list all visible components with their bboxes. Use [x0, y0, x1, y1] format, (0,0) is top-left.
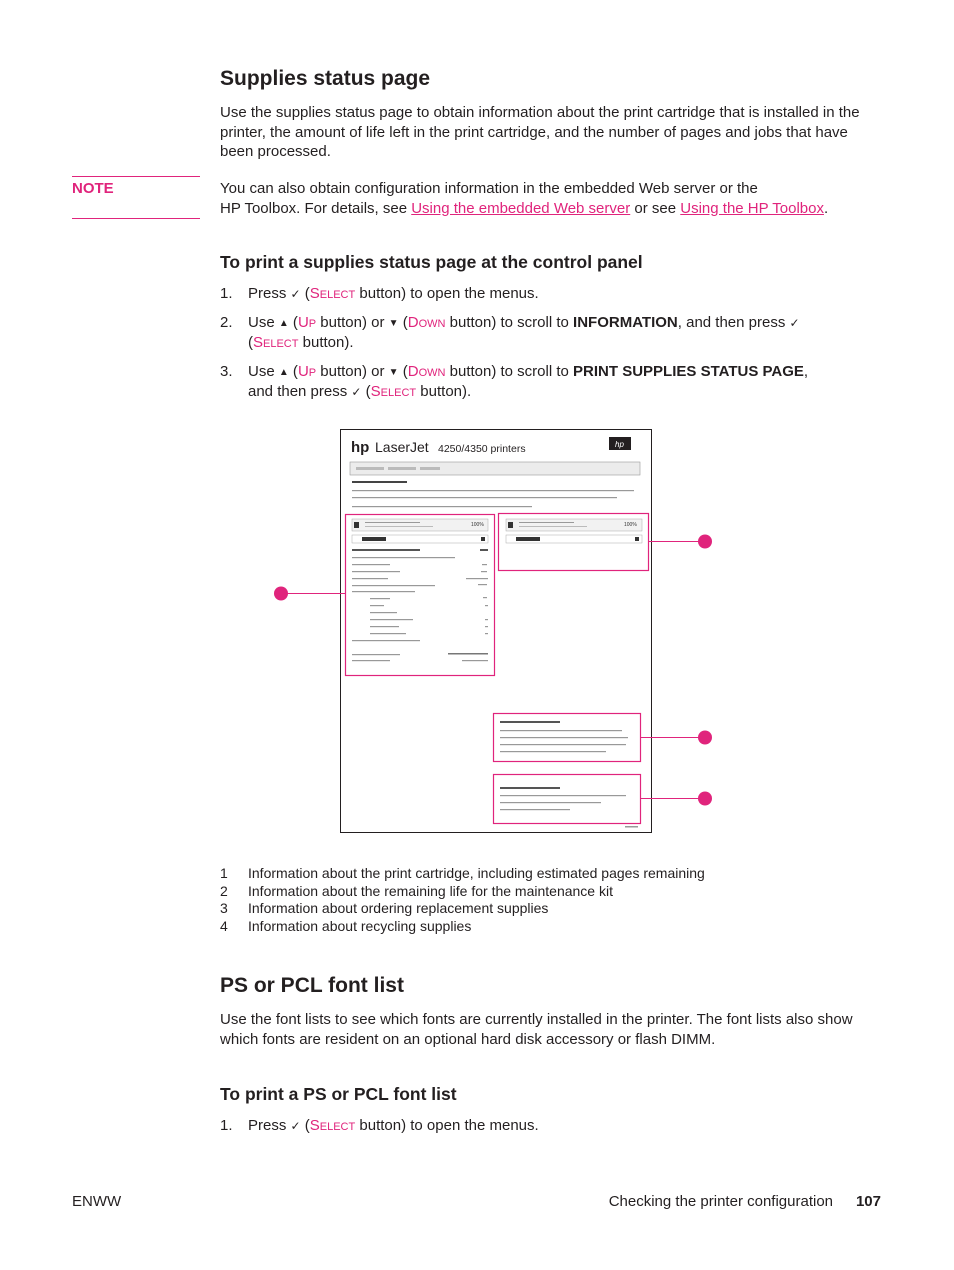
hp-brand: hp — [351, 439, 370, 456]
select-button-label: Select — [309, 1117, 356, 1134]
text-line — [500, 802, 601, 803]
callout-marker-4 — [698, 792, 712, 806]
text-line — [485, 605, 488, 606]
step-word: button) to scroll to — [449, 363, 569, 380]
link-embedded-web-server[interactable]: Using the embedded Web server — [411, 199, 631, 217]
text-line — [370, 633, 406, 634]
hp-logo-text: hp — [615, 440, 624, 449]
step-word: button). — [420, 382, 472, 400]
text-line — [485, 626, 488, 627]
checkmark-icon: ✓ — [789, 316, 800, 330]
text-line — [352, 490, 634, 491]
sample-page-frame — [341, 430, 652, 833]
menu-target: PRINT SUPPLIES STATUS PAGE — [573, 363, 804, 380]
legend-text: Information about ordering replacement supplies — [248, 900, 549, 916]
text-line — [481, 571, 487, 572]
text-line — [500, 751, 606, 752]
text-line — [370, 619, 413, 620]
step-number: 1. — [220, 285, 233, 302]
up-arrow-icon: ▲ — [278, 318, 289, 329]
text-line — [462, 660, 488, 661]
callout-marker-3 — [698, 731, 712, 745]
menu-target: INFORMATION — [573, 314, 678, 331]
text-line — [365, 526, 433, 527]
step-number: 2. — [220, 314, 233, 331]
legend-number: 4 — [220, 918, 228, 934]
text-line — [466, 578, 488, 579]
text-line — [500, 737, 628, 738]
footer-left: ENWW — [72, 1193, 122, 1210]
text-line — [480, 549, 488, 551]
text-line — [448, 653, 488, 655]
step-word: and then press — [248, 382, 348, 400]
font-list-intro: Use the font lists to see which fonts are currently installed in the printer. The font lists also show which fonts are resident on an optional hard disk accessory or flash DIMM. — [220, 1011, 853, 1048]
text-line — [482, 564, 487, 565]
text-line — [500, 787, 560, 789]
text-line — [352, 660, 390, 661]
select-button-label: Select — [370, 382, 417, 400]
note-text-segment: HP Toolbox. For details, see — [220, 199, 412, 217]
printer-model: 4250/4350 printers — [438, 443, 526, 455]
step-text: Press ✓ (Select button) to open the menus. — [248, 1116, 539, 1137]
text-line — [483, 597, 487, 598]
cartridge-marker — [354, 522, 359, 528]
down-button-label: Down — [407, 314, 446, 331]
text-line — [352, 585, 435, 586]
text-line — [365, 522, 420, 523]
step-word: button). — [302, 333, 354, 351]
step-word: , — [803, 363, 809, 380]
text-line — [352, 481, 407, 483]
kit-gauge-fill — [516, 537, 540, 541]
legend-number: 2 — [220, 883, 228, 899]
checkmark-icon: ✓ — [351, 384, 362, 399]
step-word: Press — [248, 285, 287, 302]
page-title: Supplies status page — [220, 67, 431, 90]
text-line — [500, 809, 570, 810]
up-button-label: Up — [297, 363, 317, 380]
text-line — [352, 557, 455, 558]
text-line — [352, 571, 400, 572]
legend-number: 3 — [220, 900, 228, 916]
step-word: , and then press — [677, 314, 786, 331]
header-tab — [356, 467, 384, 470]
subheading-print-font-list: To print a PS or PCL font list — [220, 1084, 457, 1104]
step-word: Use — [248, 363, 275, 380]
text-line — [370, 612, 397, 613]
note-text-segment: or see — [630, 199, 681, 217]
legend-text: Information about the print cartridge, including estimated pages remaining — [248, 865, 705, 881]
cartridge-header — [352, 519, 488, 531]
text-line — [352, 506, 532, 507]
text-line — [352, 549, 420, 551]
up-button-label: Up — [297, 314, 317, 331]
link-hp-toolbox[interactable]: Using the HP Toolbox — [680, 199, 824, 217]
text-line — [478, 584, 487, 585]
text-line — [352, 564, 390, 565]
step-word: button) or — [320, 363, 385, 380]
cartridge-percent: 100% — [471, 522, 484, 528]
section-title-font-list: PS or PCL font list — [220, 974, 404, 997]
text-line — [370, 598, 390, 599]
note-line-1: You can also obtain configuration information in the embedded Web server or the — [220, 180, 758, 197]
text-line — [352, 654, 400, 655]
down-arrow-icon: ▼ — [388, 318, 399, 329]
step-word: button) to scroll to — [449, 314, 569, 331]
text-line — [352, 591, 415, 592]
step-word: button) to open the menus. — [359, 285, 539, 302]
down-arrow-icon: ▼ — [388, 367, 399, 378]
step-text: Press ✓ (Select button) to open the menus. — [248, 284, 539, 305]
header-tab — [420, 467, 440, 470]
callout-marker-2 — [698, 535, 712, 549]
legend-text: Information about the remaining life for the maintenance kit — [248, 883, 613, 899]
text-line — [485, 619, 488, 620]
down-button-label: Down — [407, 363, 446, 380]
text-line — [519, 522, 574, 523]
page-number: 107 — [855, 1193, 881, 1210]
legend-number: 1 — [220, 865, 228, 881]
kit-percent: 100% — [624, 522, 637, 528]
step-text-continued: (Select button). — [248, 333, 354, 351]
step-word: button) to open the menus. — [359, 1117, 539, 1134]
callout-marker-1 — [274, 587, 288, 601]
note-text-segment: . — [823, 199, 829, 217]
step-word: Use — [248, 314, 275, 331]
text-line — [500, 730, 622, 731]
kit-marker — [508, 522, 513, 528]
up-arrow-icon: ▲ — [278, 367, 289, 378]
step-word: button) or — [320, 314, 385, 331]
text-line — [485, 633, 488, 634]
text-line — [500, 795, 626, 796]
text-line — [352, 640, 420, 641]
cartridge-gauge-fill — [362, 537, 386, 541]
checkmark-icon: ✓ — [290, 1119, 301, 1133]
step-word: Press — [248, 1117, 287, 1134]
select-button-label: Select — [309, 285, 356, 302]
text-line — [352, 578, 388, 579]
step-number: 3. — [220, 363, 233, 380]
text-line — [519, 526, 587, 527]
header-tab — [388, 467, 416, 470]
text-line — [370, 605, 384, 606]
select-button-label: Select — [253, 333, 299, 351]
step-text: Use ▲ (Up button) or ▼ (Down button) to scroll to PRINT SUPPLIES STATUS PAGE, — [248, 362, 808, 383]
checkmark-icon: ✓ — [290, 287, 301, 301]
footer-section-title: Checking the printer configuration — [608, 1193, 833, 1210]
kit-marker — [635, 537, 639, 541]
legend-text: Information about recycling supplies — [248, 918, 472, 934]
text-line — [500, 721, 560, 723]
subheading-print-supplies: To print a supplies status page at the control panel — [220, 252, 643, 272]
step-text: Use ▲ (Up button) or ▼ (Down button) to scroll to INFORMATION, and then press ✓ — [248, 313, 800, 334]
note-label: NOTE — [72, 180, 114, 197]
step-text-continued: and then press ✓ (Select button). — [248, 382, 471, 403]
cartridge-marker — [481, 537, 485, 541]
step-number: 1. — [220, 1117, 233, 1134]
text-line — [352, 497, 617, 498]
text-line — [500, 744, 626, 745]
laserjet-product: LaserJet — [375, 439, 429, 455]
text-line — [370, 626, 399, 627]
intro-paragraph: Use the supplies status page to obtain information about the print cartridge that is installed in the printer, the amount of life left in the print cartridge, and the number of pages and jobs that have been processed. — [220, 104, 860, 160]
page-footer-mark — [625, 826, 638, 828]
kit-header — [506, 519, 642, 531]
